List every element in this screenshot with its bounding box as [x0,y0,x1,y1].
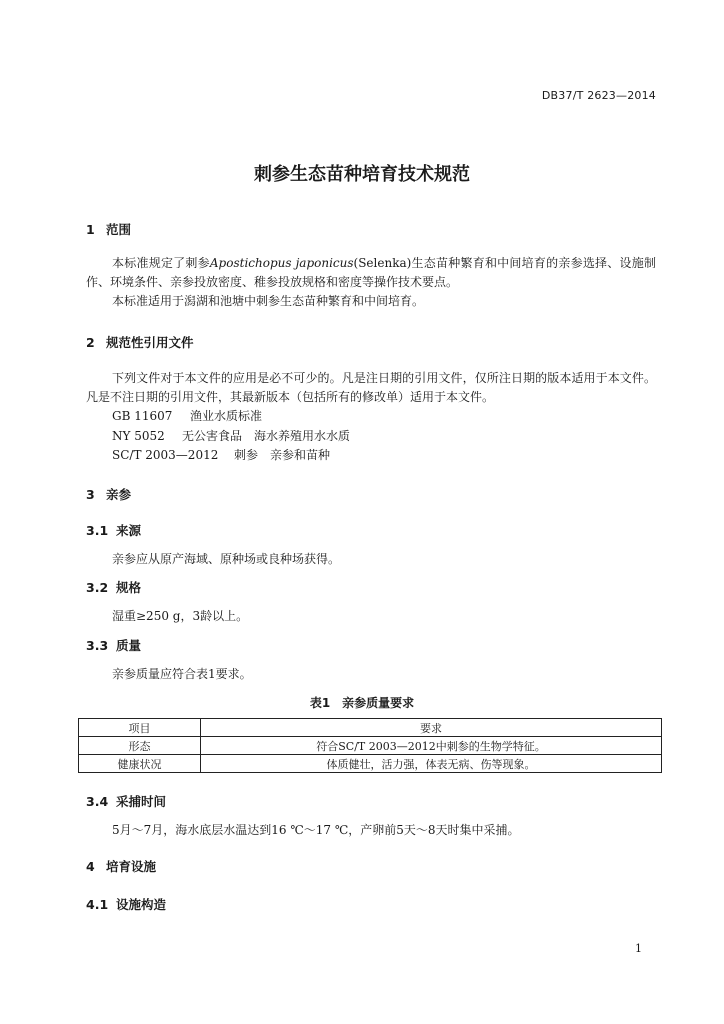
subsection-title: 规格 [116,580,142,595]
subsection-title: 采捕时间 [116,794,167,809]
section-title: 亲参 [106,487,132,502]
reference-code: SC/T 2003—2012 [112,448,219,462]
section-number: 4 [86,859,95,874]
table-row [79,737,662,755]
table-cell: 符合SC/T 2003—2012中刺参的生物学特征。 [201,737,662,755]
section-4-heading [86,857,156,875]
reference-title: 无公害食品 海水养殖用水水质 [182,429,351,443]
section-number: 1 [86,222,95,237]
subsection-3-3-heading [86,636,141,654]
page-number: 1 [635,942,642,955]
subsection-title: 来源 [116,523,142,538]
reference-item [112,446,330,463]
section-2-heading [86,333,194,351]
references-intro-paragraph: 下列文件对于本文件的应用是必不可少的。凡是注日期的引用文件，仅所注日期的版本适用于本文件。凡是不注日期的引用文件，其最新版本（包括所有的修改单）适用于本文件。 [86,371,656,404]
subsection-3-3-text: 亲参质量应符合表1要求。 [112,667,252,681]
subsection-3-1-text: 亲参应从原产海域、原种场或良种场获得。 [112,552,341,566]
scope-text-pre: 本标准规定了刺参 [112,256,210,270]
table-cell: 形态 [79,737,201,755]
section-1-heading [86,220,131,238]
reference-title: 渔业水质标准 [190,409,263,423]
subsection-number: 3.1 [86,523,109,538]
section-number: 2 [86,335,95,350]
document-title: 刺参生态苗种培育技术规范 [254,164,470,185]
subsection-number: 3.4 [86,794,109,809]
parent-quality-table [78,718,662,773]
subsection-3-4-text: 5月～7月，海水底层水温达到16 ℃～17 ℃，产卵前5天～8天时集中采捕。 [112,823,520,837]
section-title: 范围 [106,222,132,237]
scope-paragraph-1 [86,254,656,292]
subsection-number: 3.2 [86,580,109,595]
section-3-heading [86,485,131,503]
reference-item [112,427,350,444]
subsection-3-2-heading [86,578,141,596]
table-header-cell: 要求 [201,719,662,737]
reference-title: 刺参 亲参和苗种 [234,448,331,462]
subsection-3-1-heading [86,521,141,539]
scope-paragraph-2: 本标准适用于潟湖和池塘中刺参生态苗种繁育和中间培育。 [112,294,425,308]
subsection-3-4-heading [86,792,166,810]
table-cell: 体质健壮，活力强，体表无病、伤等现象。 [201,755,662,773]
table-row [79,755,662,773]
table-header-cell: 项目 [79,719,201,737]
section-1-body [86,254,656,311]
table-caption: 表1 亲参质量要求 [309,696,415,710]
reference-item [112,407,262,424]
table-cell: 健康状况 [79,755,201,773]
section-number: 3 [86,487,95,502]
subsection-title: 设施构造 [116,897,167,912]
reference-code: NY 5052 [112,429,165,443]
subsection-title: 质量 [116,638,142,653]
scope-text-post: (Selenka)生态苗种繁育和中间培育的亲参选择、设施制作、环境条件、亲参投放密度、稚参投放规格和密度等操作技术要点。 [86,256,656,289]
subsection-4-1-heading [86,895,166,913]
subsection-number: 3.3 [86,638,109,653]
section-title: 规范性引用文件 [106,335,194,350]
subsection-3-2-text: 湿重≥250 g，3龄以上。 [112,609,249,623]
subsection-number: 4.1 [86,897,109,912]
section-2-body [86,369,656,407]
section-title: 培育设施 [106,859,157,874]
reference-code: GB 11607 [112,409,173,423]
table-header-row [79,719,662,737]
standard-code: DB37/T 2623—2014 [541,89,656,102]
species-latin-name: Apostichopus japonicus [209,256,354,270]
